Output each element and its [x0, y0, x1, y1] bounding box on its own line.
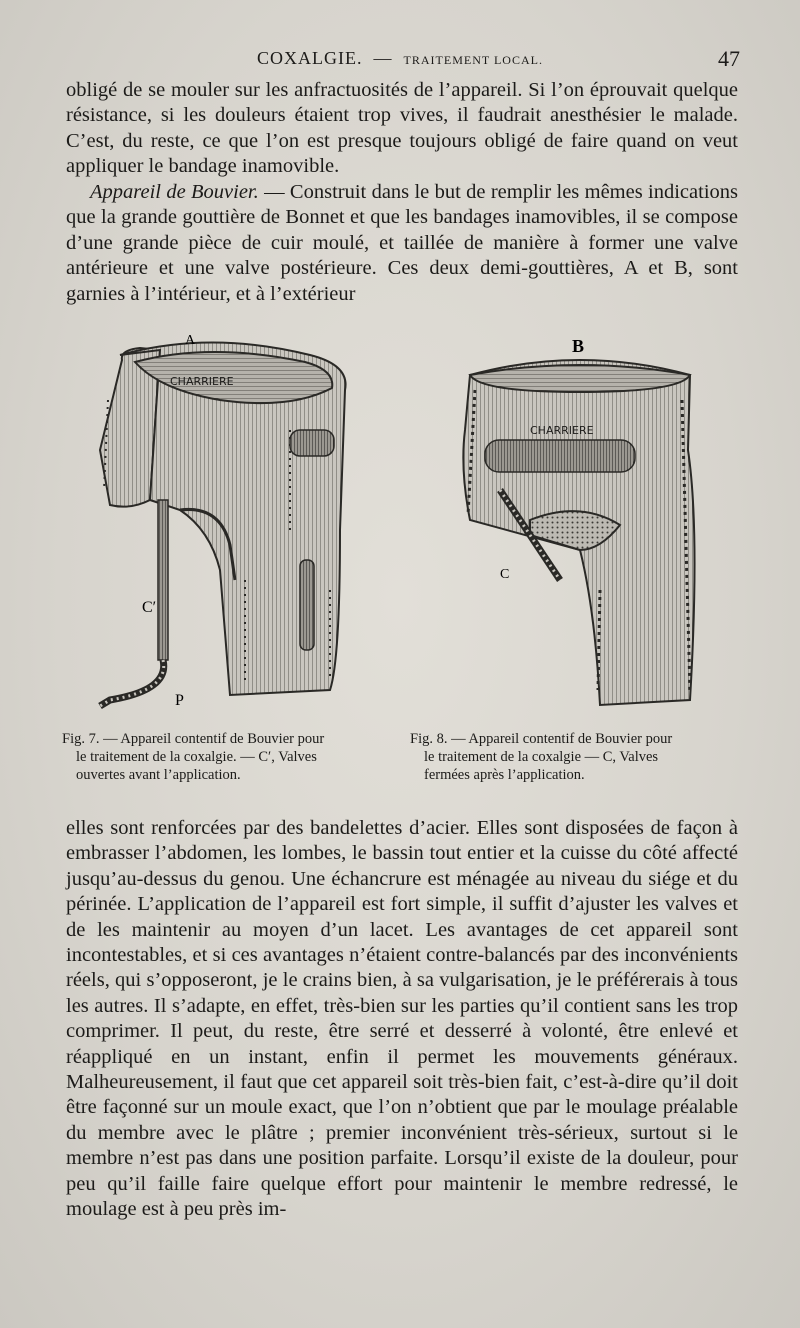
title-dash: — [373, 48, 393, 68]
paragraph-3 [66, 816, 738, 1223]
fig7-stamp: CHARRIERE [170, 375, 234, 388]
caption7-line2: le traitement de la coxalgie. — C′, Valves [76, 749, 317, 765]
paragraph-3-text: elles sont renforcées par des bandelettes d’acier. Elles sont disposées de façon à embrasser l’abdomen, les lombes, le bassin tout entier et la cuisse du côté affecté jusqu’au-dessus du genou. Une échancrure est ménagée au niveau du siége et du périnée. L’application de l’appareil est fort simple, il suffit d’ajuster les valves et de les maintenir au moyen d’un lacet. Les avantages de cet appareil sont incontestables, et si ces avantages n’étaient contre-balancés par des inconvénients réels, qui s’opposeront, je le crains bien, à sa vulgarisation, je le préférerais à tous les autres. Il s’adapte, en effet, très-bien sur les parties qu’il contient sans les trop comprimer. Il peut, du reste, être serré et desserré à volonté, être enlevé et réappliqué en un instant, enfin il permet les mouvements généraux. Malheureusement, il faut que cet appareil soit très-bien fait, c’est-à-dire qu’il doit être façonné sur un moule exact, que l’on n’obtient que par le moulage préalable du membre avec le plâtre ; premier inconvénient très-sérieux, surtout si le membre n’est pas dans une position parfaite. Lorsqu’il existe de la douleur, pour peu qu’il faille faire quelque effort pour maintenir le membre redressé, le moulage est à peu près im- [66, 817, 738, 1221]
caption8-line3: fermées après l’application. [424, 767, 585, 783]
fig8-appliance-drawing [463, 360, 694, 705]
caption8-line1: Fig. 8. — Appareil contentif de Bouvier pour [410, 731, 673, 747]
paragraph-2-text: — Construit dans le but de remplir les mêmes indications que la grande gouttière de Bonnet et que les bandages inamovibles, il se compose d’une grande pièce de cuir moulé, et taillée de manière à former une valve antérieure et une valve postérieure. Ces deux demi-gouttières, A et B, sont garnies à l’intérieur, et à l’extérieur [66, 181, 738, 305]
title-sub: TRAITEMENT LOCAL. [403, 53, 543, 67]
fig7-label-c: C′ [142, 599, 157, 616]
fig7-label-p: P [175, 692, 184, 709]
figure-7-caption [62, 730, 392, 784]
fig7-label-a: A [185, 333, 196, 348]
paragraph-1-text: obligé de se mouler sur les anfractuosités de l’appareil. Si l’on éprouvait quelque résistance, si les douleurs étaient trop vives, il faudrait anesthésier le malade. C’est, du reste, ce que l’on est presque toujours obligé de faire quand on veut appliquer le bandage inamovible. [66, 79, 738, 178]
fig8-label-c: C [500, 567, 510, 582]
paragraph-2-heading: Appareil de Bouvier. [90, 181, 259, 203]
fig8-stamp: CHARRIERE [530, 424, 594, 437]
page-number: 47 [718, 46, 740, 71]
fig7-appliance-drawing [100, 343, 346, 707]
paragraph-2 [66, 180, 738, 307]
paragraph-1 [66, 78, 738, 180]
running-title [60, 48, 740, 69]
figures-illustration [60, 330, 750, 740]
figure-8-caption [410, 730, 740, 784]
caption7-line3: ouvertes avant l’application. [76, 767, 241, 783]
caption7-line1: Fig. 7. — Appareil contentif de Bouvier pour [62, 731, 325, 747]
title-main: COXALGIE. [257, 48, 363, 68]
running-header [60, 44, 740, 74]
caption8-line2: le traitement de la coxalgie — C, Valves [424, 749, 659, 765]
fig8-label-b: B [572, 336, 585, 356]
